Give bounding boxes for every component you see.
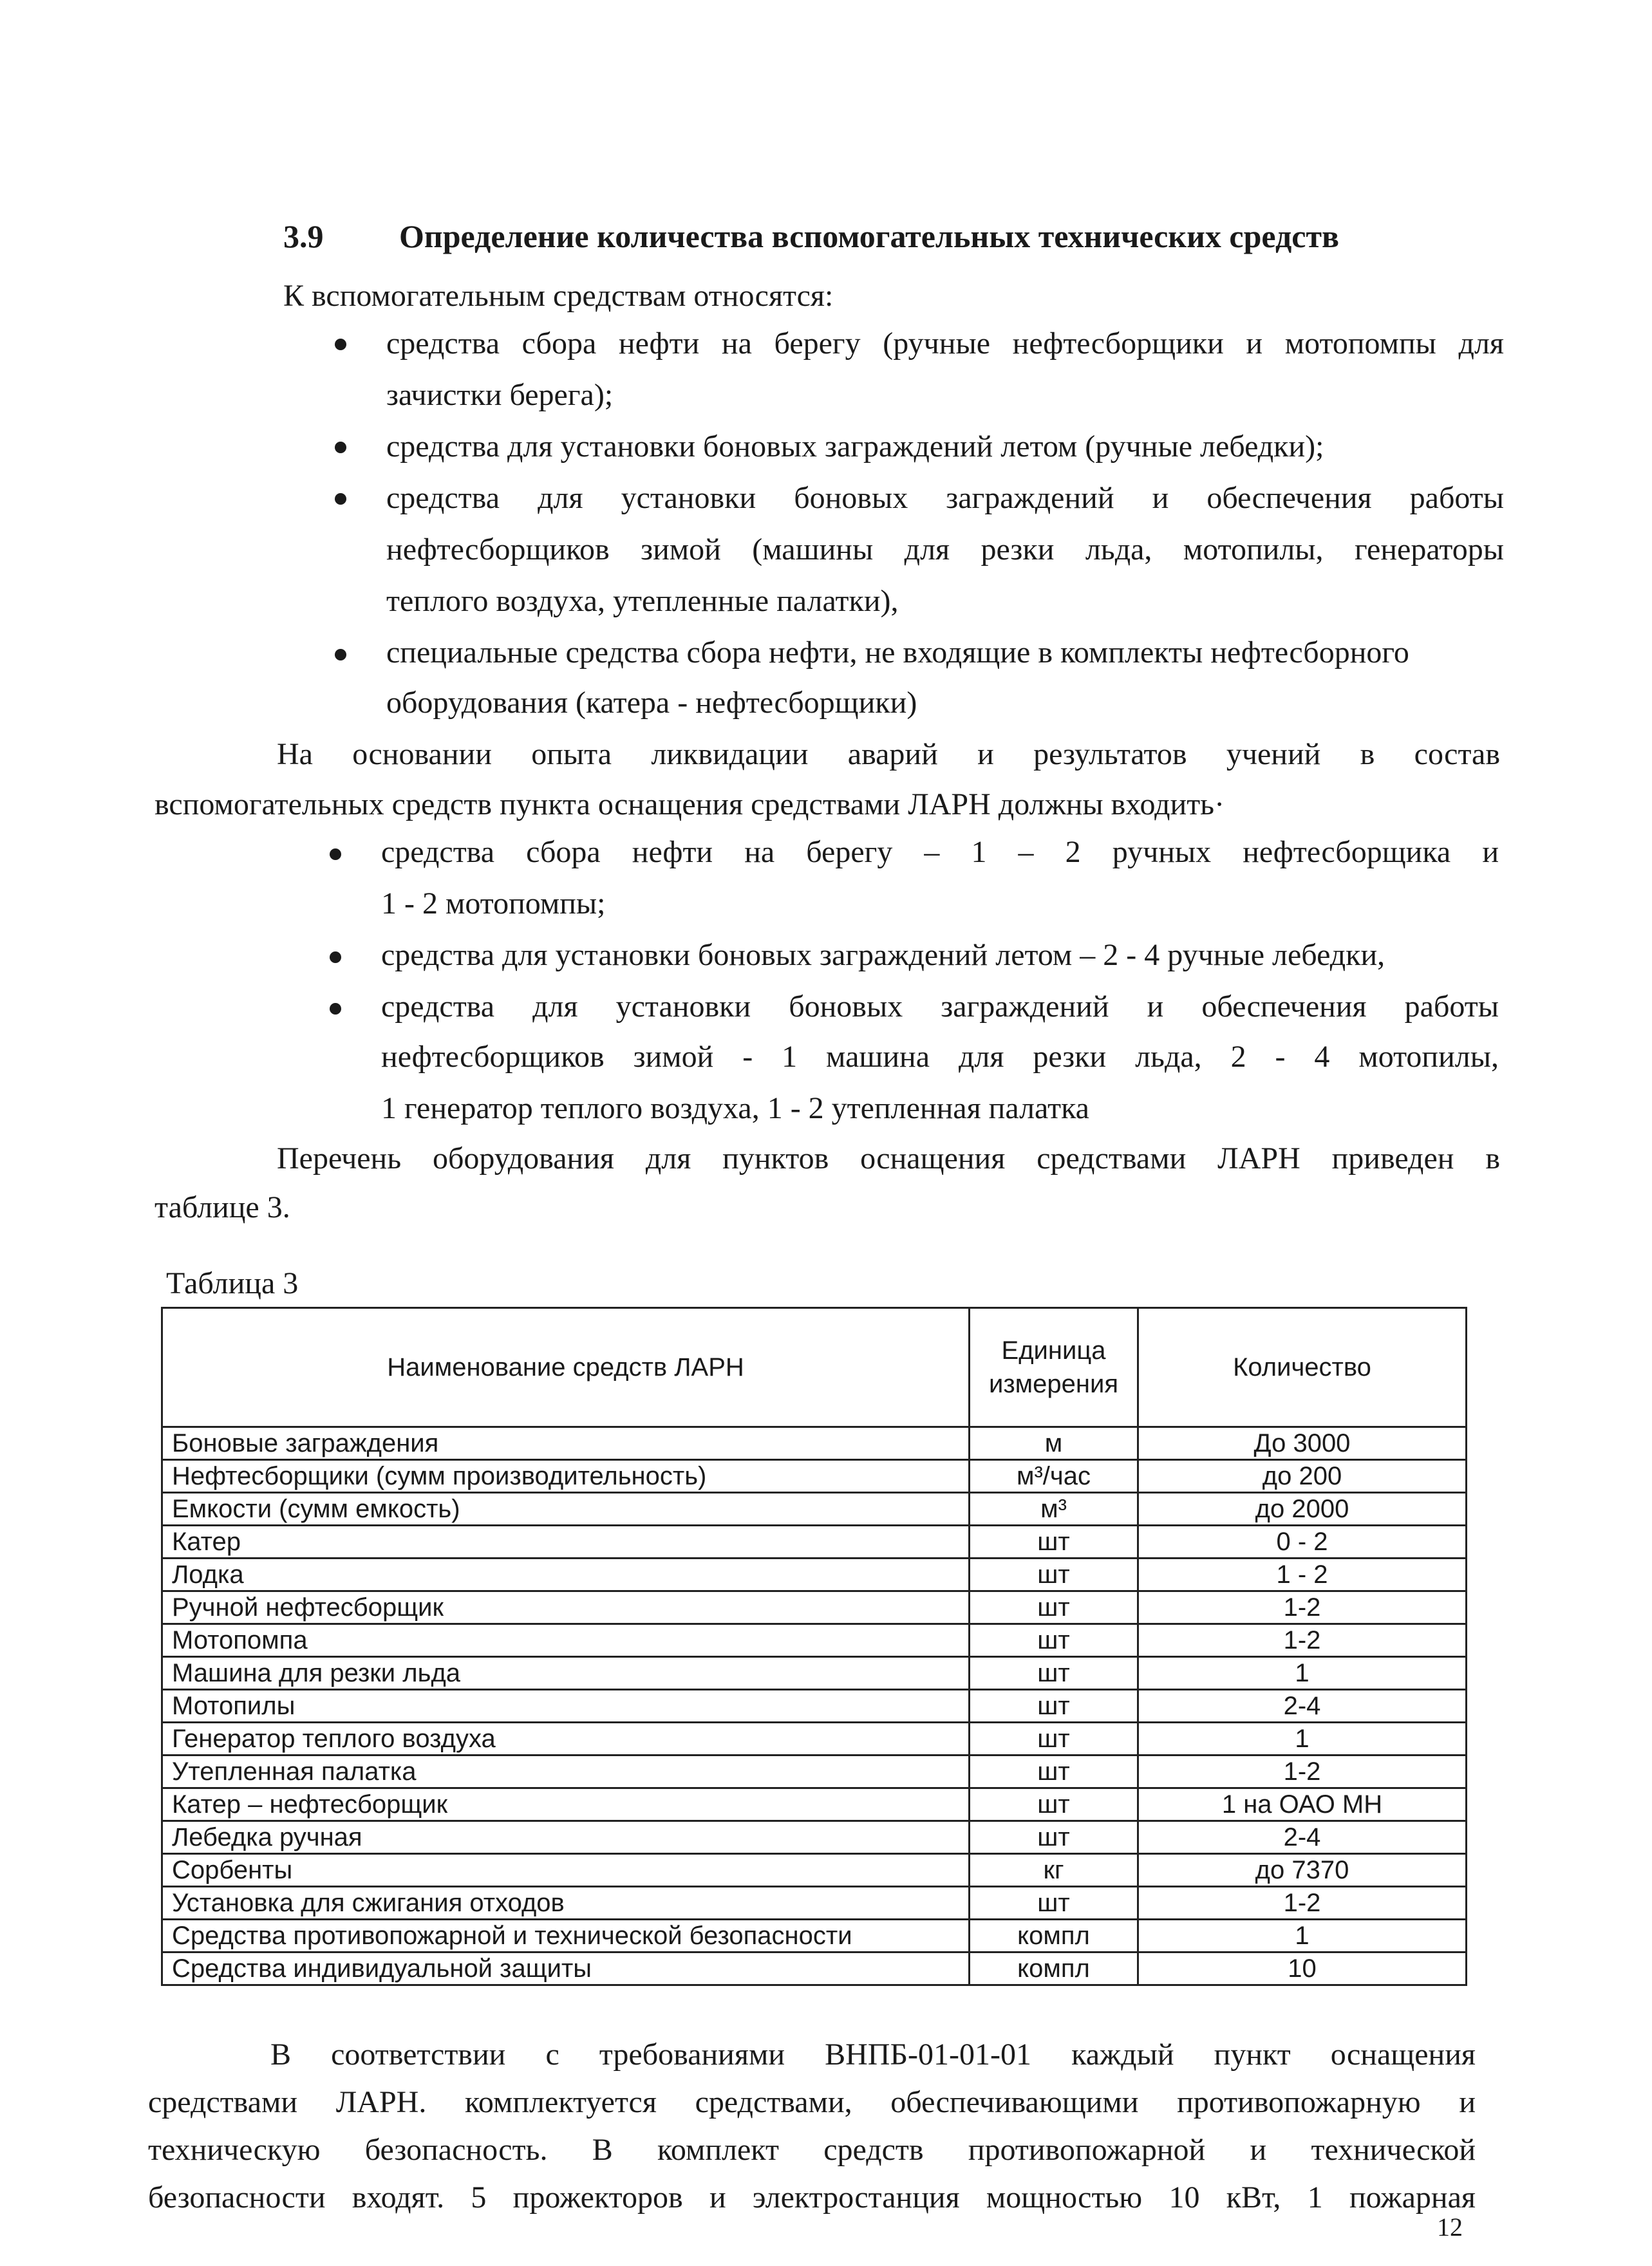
cell-name: Установка для сжигания отходов — [162, 1887, 970, 1920]
list1-item4-line1: специальные средства сбора нефти, не входящие в комплекты нефтесборного — [386, 635, 1409, 670]
cell-unit: компл — [970, 1952, 1138, 1985]
list2-item3-line1: средства для установки боновых заграждений и обеспечения работы — [381, 989, 1499, 1024]
list2-item1-line2: 1 - 2 мотопомпы; — [381, 886, 606, 921]
cell-qty: 0 - 2 — [1138, 1526, 1467, 1559]
list2-item2: средства для установки боновых заграждений летом – 2 - 4 ручные лебедки, — [381, 938, 1385, 972]
para2-line2: таблице 3. — [155, 1190, 290, 1224]
table-row — [162, 1427, 1467, 1460]
para2-line1: Перечень оборудования для пунктов оснащения средствами ЛАРН приведен в — [277, 1141, 1500, 1175]
bullet-icon — [335, 649, 346, 660]
table-row — [162, 1920, 1467, 1952]
list1-item2: средства для установки боновых заграждений летом (ручные лебедки); — [386, 429, 1324, 464]
para3-line1: В соответствии с требованиями ВНПБ-01-01-01 каждый пункт оснащения — [270, 2037, 1476, 2072]
table-row — [162, 1788, 1467, 1821]
cell-unit: м — [970, 1427, 1138, 1460]
cell-unit: кг — [970, 1854, 1138, 1887]
cell-unit: шт — [970, 1591, 1138, 1624]
header-name: Наименование средств ЛАРН — [162, 1308, 970, 1427]
cell-unit: м³ — [970, 1493, 1138, 1526]
cell-qty: 1 - 2 — [1138, 1559, 1467, 1591]
cell-unit: шт — [970, 1526, 1138, 1559]
bullet-icon — [330, 1003, 341, 1015]
para3-line2: средствами ЛАРН. комплектуется средствами, обеспечивающими противопожарную и — [148, 2085, 1476, 2119]
cell-name: Мотопомпа — [162, 1624, 970, 1657]
cell-unit: шт — [970, 1788, 1138, 1821]
cell-qty: 1-2 — [1138, 1624, 1467, 1657]
cell-unit: шт — [970, 1657, 1138, 1690]
para3-line4: безопасности входят. 5 прожекторов и электростанция мощностью 10 кВт, 1 пожарная — [148, 2180, 1476, 2214]
table-row — [162, 1559, 1467, 1591]
cell-qty: 1-2 — [1138, 1591, 1467, 1624]
cell-unit: шт — [970, 1756, 1138, 1788]
list1-item4-line2: оборудования (катера - нефтесборщики) — [386, 686, 917, 720]
list1-item3-line2: нефтесборщиков зимой (машины для резки льда, мотопилы, генераторы — [386, 532, 1504, 566]
intro-text: К вспомогательным средствам относятся: — [283, 279, 834, 313]
cell-qty: До 3000 — [1138, 1427, 1467, 1460]
cell-qty: 10 — [1138, 1952, 1467, 1985]
cell-name: Средства индивидуальной защиты — [162, 1952, 970, 1985]
cell-qty: 2-4 — [1138, 1690, 1467, 1723]
cell-unit: компл — [970, 1920, 1138, 1952]
para3-line3: техническую безопасность. В комплект средств противопожарной и технической — [148, 2133, 1476, 2167]
cell-qty: 1 — [1138, 1920, 1467, 1952]
cell-name: Мотопилы — [162, 1690, 970, 1723]
para1-line1: На основании опыта ликвидации аварий и результатов учений в состав — [277, 737, 1500, 771]
cell-name: Ручной нефтесборщик — [162, 1591, 970, 1624]
cell-unit: шт — [970, 1723, 1138, 1756]
table-row — [162, 1887, 1467, 1920]
table-row — [162, 1690, 1467, 1723]
table-row — [162, 1591, 1467, 1624]
cell-unit: шт — [970, 1821, 1138, 1854]
table-row — [162, 1723, 1467, 1756]
cell-unit: шт — [970, 1887, 1138, 1920]
bullet-icon — [330, 951, 341, 963]
cell-name: Генератор теплого воздуха — [162, 1723, 970, 1756]
cell-qty: 2-4 — [1138, 1821, 1467, 1854]
list1-item1-line2: зачистки берега); — [386, 378, 614, 412]
header-unit-line2: измерения — [988, 1370, 1118, 1398]
bullet-icon — [335, 442, 346, 453]
cell-name: Средства противопожарной и технической безопасности — [162, 1920, 970, 1952]
list2-item1-line1: средства сбора нефти на берегу – 1 – 2 ручных нефтесборщика и — [381, 835, 1499, 869]
table-row — [162, 1493, 1467, 1526]
cell-name: Лебедка ручная — [162, 1821, 970, 1854]
cell-qty: до 7370 — [1138, 1854, 1467, 1887]
cell-unit: шт — [970, 1559, 1138, 1591]
header-unit-line1: Единица — [1001, 1336, 1106, 1365]
cell-name: Емкости (сумм емкость) — [162, 1493, 970, 1526]
table-row — [162, 1821, 1467, 1854]
cell-name: Катер – нефтесборщик — [162, 1788, 970, 1821]
table-row — [162, 1952, 1467, 1985]
cell-name: Сорбенты — [162, 1854, 970, 1887]
cell-qty: до 2000 — [1138, 1493, 1467, 1526]
para1-line2: вспомогательных средств пункта оснащения средствами ЛАРН должны входить· — [155, 787, 1225, 821]
cell-qty: до 200 — [1138, 1460, 1467, 1493]
header-qty: Количество — [1138, 1308, 1467, 1427]
table-row — [162, 1624, 1467, 1657]
table-row — [162, 1756, 1467, 1788]
cell-name: Лодка — [162, 1559, 970, 1591]
cell-qty: 1 — [1138, 1723, 1467, 1756]
section-title: Определение количества вспомогательных технических средств — [399, 218, 1340, 254]
table-row — [162, 1460, 1467, 1493]
header-unit — [970, 1308, 1138, 1427]
table-header-row — [162, 1308, 1467, 1427]
list1-item3-line3: теплого воздуха, утепленные палатки), — [386, 584, 899, 618]
cell-name: Катер — [162, 1526, 970, 1559]
cell-name: Утепленная палатка — [162, 1756, 970, 1788]
cell-qty: 1-2 — [1138, 1887, 1467, 1920]
cell-unit: шт — [970, 1624, 1138, 1657]
cell-name: Нефтесборщики (сумм производительность) — [162, 1460, 970, 1493]
section-heading — [283, 218, 1339, 255]
larn-equipment-table — [161, 1307, 1467, 1986]
cell-qty: 1 — [1138, 1657, 1467, 1690]
table-row — [162, 1657, 1467, 1690]
cell-unit: м³/час — [970, 1460, 1138, 1493]
bullet-icon — [335, 493, 346, 505]
cell-qty: 1 на ОАО МН — [1138, 1788, 1467, 1821]
table-caption: Таблица 3 — [166, 1266, 299, 1300]
cell-name: Боновые заграждения — [162, 1427, 970, 1460]
cell-qty: 1-2 — [1138, 1756, 1467, 1788]
table-row — [162, 1526, 1467, 1559]
bullet-icon — [330, 848, 341, 860]
list1-item1-line1: средства сбора нефти на берегу (ручные нефтесборщики и мотопомпы для — [386, 326, 1504, 360]
section-number: 3.9 — [283, 218, 324, 254]
list2-item3-line2: нефтесборщиков зимой - 1 машина для резки льда, 2 - 4 мотопилы, — [381, 1040, 1499, 1074]
table-body — [162, 1427, 1467, 1985]
list2-item3-line3: 1 генератор теплого воздуха, 1 - 2 утепленная палатка — [381, 1091, 1089, 1125]
bullet-icon — [335, 339, 346, 350]
page-number: 12 — [1437, 2213, 1463, 2242]
list1-item3-line1: средства для установки боновых заграждений и обеспечения работы — [386, 481, 1504, 515]
table-row — [162, 1854, 1467, 1887]
cell-name: Машина для резки льда — [162, 1657, 970, 1690]
cell-unit: шт — [970, 1690, 1138, 1723]
